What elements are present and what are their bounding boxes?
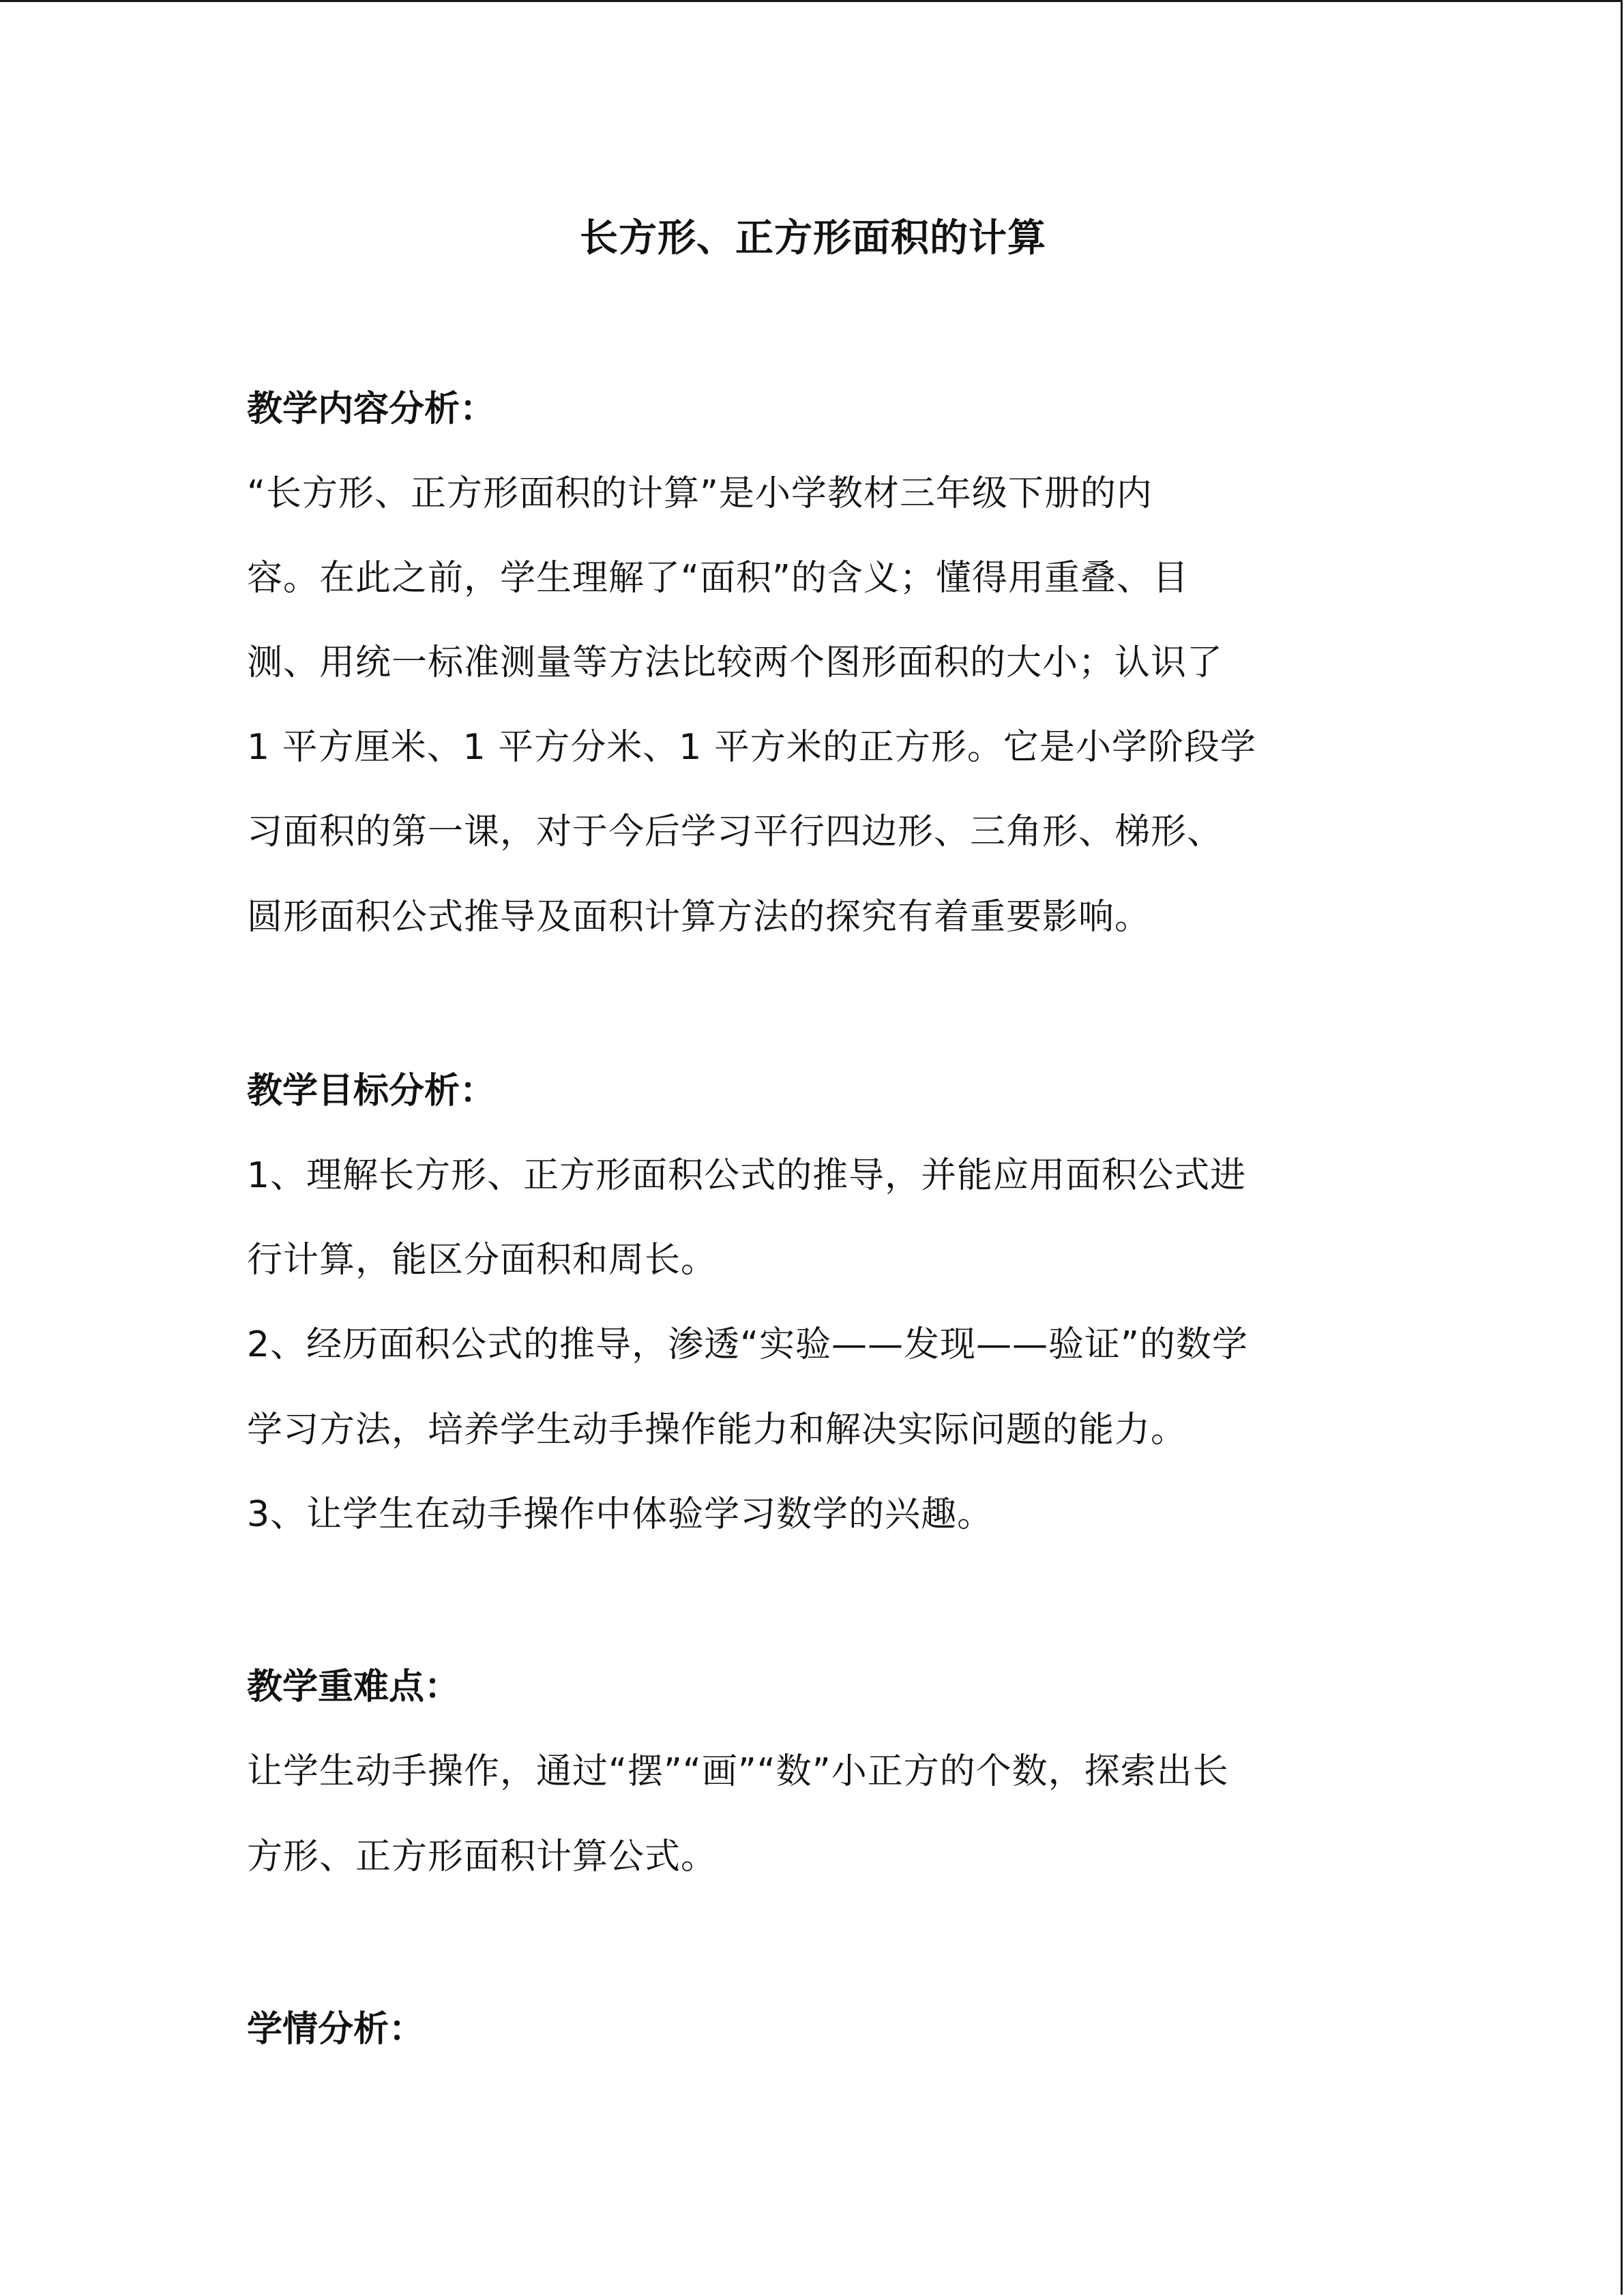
- section-heading-objectives: 教学目标分析：: [247, 1071, 496, 1112]
- objective-line: 学习方法，培养学生动手操作能力和解决实际问题的能力。: [247, 1410, 1187, 1450]
- objective-line: 行计算，能区分面积和周长。: [247, 1240, 718, 1281]
- paragraph-line: 习面积的第一课，对于今后学习平行四边形、三角形、梯形、: [247, 811, 1224, 852]
- paragraph-line: 容。在此之前，学生理解了“面积”的含义；懂得用重叠、目: [247, 558, 1189, 599]
- objective-line: 1、理解长方形、正方形面积公式的推导，并能应用面积公式进: [247, 1155, 1247, 1196]
- section-heading-key-points: 教学重难点：: [247, 1667, 460, 1708]
- objective-line: 2、经历面积公式的推导，渗透“实验——发现——验证”的数学: [247, 1324, 1248, 1365]
- document-title: 长方形、正方形面积的计算: [580, 216, 1046, 260]
- section-heading-student-analysis: 学情分析：: [247, 2009, 425, 2050]
- paragraph-line: “长方形、正方形面积的计算”是小学教材三年级下册的内: [247, 473, 1153, 514]
- section-heading-content-analysis: 教学内容分析：: [247, 389, 496, 430]
- paragraph-line: 1 平方厘米、1 平方分米、1 平方米的正方形。它是小学阶段学: [247, 727, 1256, 768]
- key-point-line: 方形、正方形面积计算公式。: [247, 1836, 718, 1877]
- paragraph-line: 测、用统一标准测量等方法比较两个图形面积的大小；认识了: [247, 642, 1224, 683]
- objective-line: 3、让学生在动手操作中体验学习数学的兴趣。: [247, 1494, 994, 1535]
- key-point-line: 让学生动手操作，通过“摆”“画”“数”小正方的个数，探索出长: [247, 1751, 1229, 1792]
- paragraph-line: 圆形面积公式推导及面积计算方法的探究有着重要影响。: [247, 897, 1151, 938]
